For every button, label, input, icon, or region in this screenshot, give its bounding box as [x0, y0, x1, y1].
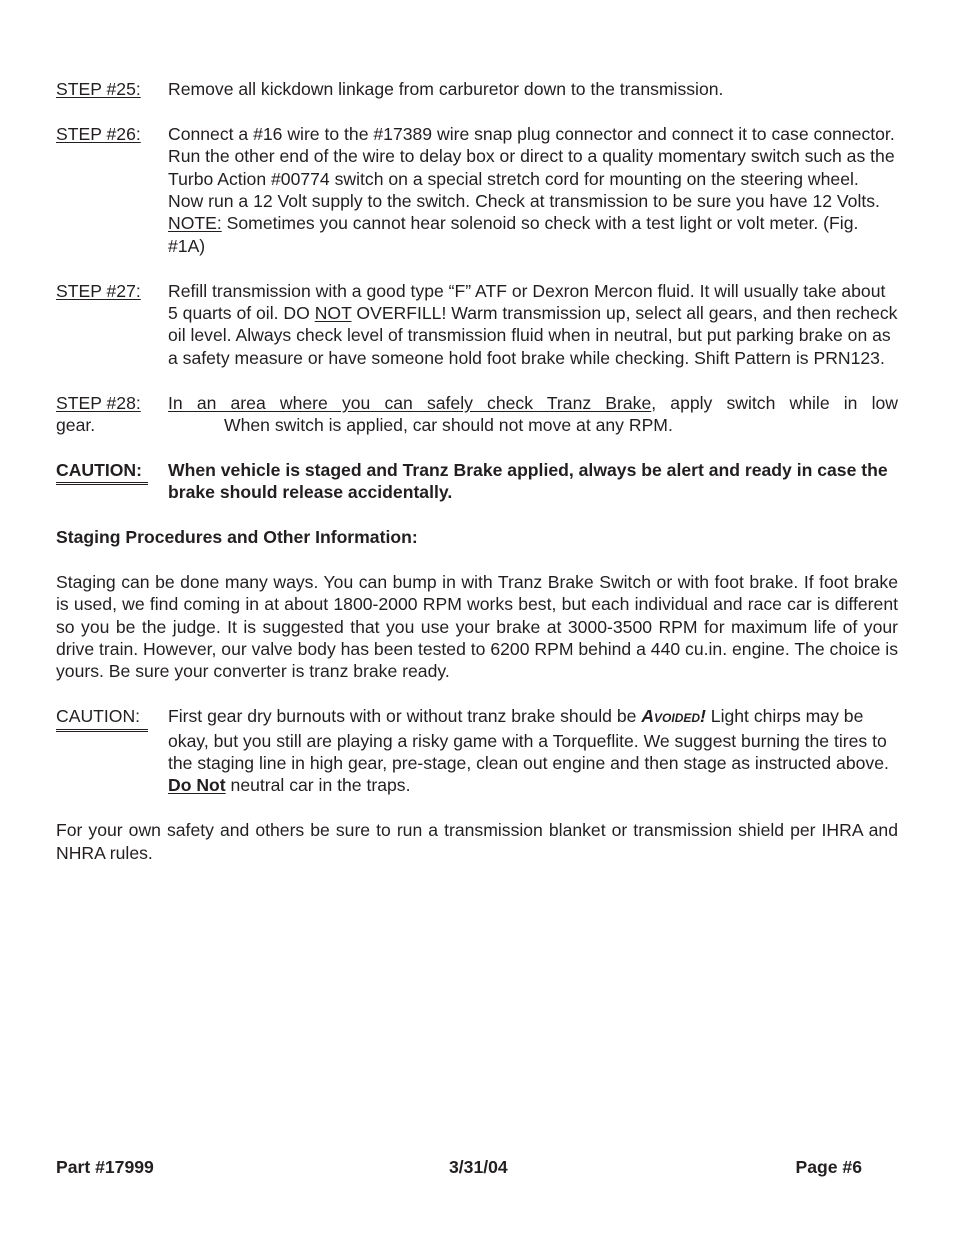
safety-paragraph: For your own safety and others be sure to run a transmission blanket or transmission shield per IHRA and NHRA rules.	[56, 820, 898, 863]
do-not: Do Not	[168, 775, 226, 796]
step-28	[56, 392, 898, 437]
caution-2-text: First gear dry burnouts with or without tranz brake should be AVOIDED! Light chirps may be okay, but you still are playing a risky game with a Torqueflite. We suggest burning the tires to the staging line in high gear, pre-stage, clean out engine and then stage as instructed above. Do Not neutral car in the traps.	[168, 706, 889, 796]
caution-2	[56, 705, 898, 797]
not-word: NOT	[314, 303, 352, 324]
staging-paragraph: Staging can be done many ways. You can bump in with Tranz Brake Switch or with foot brake. If foot brake is used, we find coming in at about 1800-2000 RPM works best, but each individual and race car is different so you be the judge. It is suggested that you use your brake at 3000-3500 RPM for maximum life of your drive train. However, our valve body has been tested to 6200 RPM behind a 440 cu.in. engine. The choice is yours. Be sure your converter is tranz brake ready.	[56, 571, 898, 682]
step-25-text: Remove all kickdown linkage from carburetor down to the transmission.	[168, 79, 724, 99]
step-27	[56, 280, 898, 370]
step-28-text: In an area where you can safely check Tranz Brake, apply switch while in low	[168, 392, 898, 413]
step-28-line2: gear. When switch is applied, car should not move at any RPM.	[56, 415, 673, 436]
footer-page-number: Page #6	[795, 1157, 862, 1177]
footer-date: 3/31/04	[449, 1157, 508, 1177]
caution-2-label: CAUTION:	[56, 705, 168, 731]
caution-1-label: CAUTION:	[56, 459, 168, 485]
step-26-label: STEP #26:	[56, 123, 141, 144]
step-27-label: STEP #27:	[56, 280, 141, 301]
caution-1-text: When vehicle is staged and Tranz Brake applied, always be alert and ready in case the brake should release accidentally.	[168, 459, 888, 503]
step-25	[56, 78, 898, 100]
note-label: NOTE:	[168, 213, 222, 234]
step-26-text: Connect a #16 wire to the #17389 wire snap plug connector and connect it to case connector. Run the other end of the wire to delay box or direct to a quality momentary switch such as the Turbo Action #00774 switch on a special stretch cord for mounting on the steering wheel. Now run a 12 Volt supply to the switch. Check at transmission to be sure you have 12 Volts. NOTE: Sometimes you cannot hear solenoid so check with a test light or volt meter. (Fig. #1A)	[168, 123, 895, 256]
footer-part-number: Part #17999	[56, 1157, 154, 1177]
avoided-word: AVOIDED!	[641, 706, 706, 727]
step-27-text: Refill transmission with a good type “F” ATF or Dexron Mercon fluid. It will usually take about 5 quarts of oil. DO NOT OVERFILL! Warm transmission up, select all gears, and then recheck oil level. Always check level of transmission fluid when in neutral, but put parking brake on as a safety measure or have someone hold foot brake while checking. Shift Pattern is PRN123.	[168, 280, 898, 368]
page-footer	[56, 1156, 862, 1180]
document-page	[56, 78, 898, 864]
staging-heading: Staging Procedures and Other Information:	[56, 527, 418, 548]
step-28-label: STEP #28:	[56, 392, 141, 413]
step-26	[56, 123, 898, 257]
step-25-label: STEP #25:	[56, 79, 141, 99]
caution-1	[56, 459, 898, 504]
